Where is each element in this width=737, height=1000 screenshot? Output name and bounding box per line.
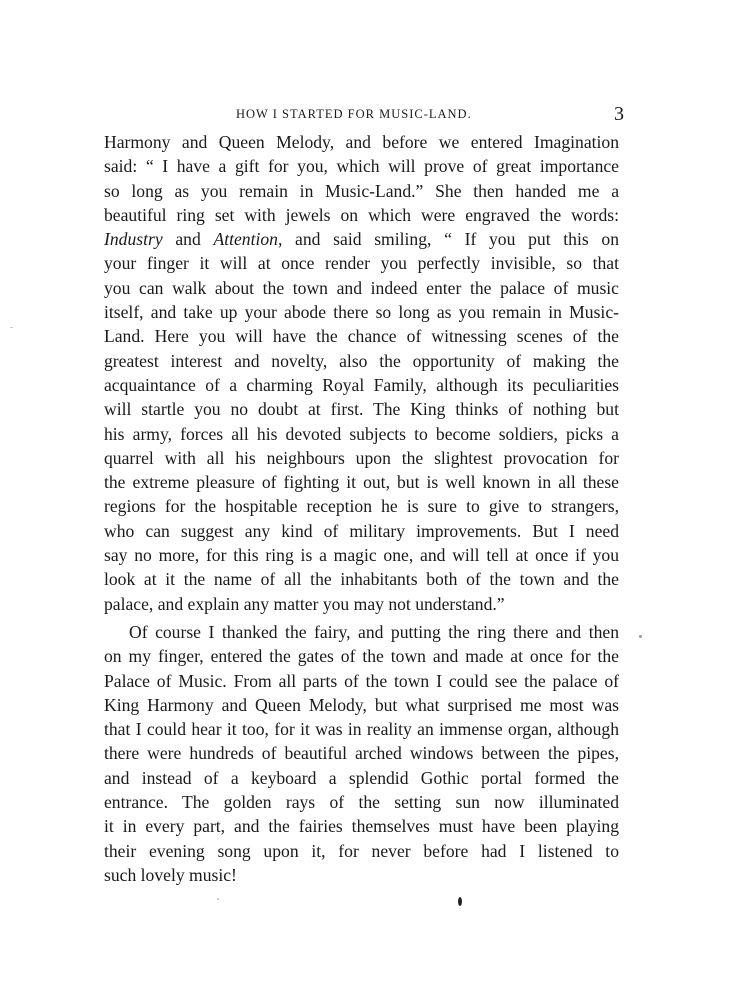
text-line: itself, and take up your abode there so long as you remain in Music- [104,302,619,323]
text-line: that I could hear it too, for it was in reality an immense organ, although [104,719,619,740]
emphasis-attention: Attention, [213,229,283,250]
paragraph-2 [104,620,619,887]
text-line: said: “ I have a gift for you, which will prove of great importance [104,156,619,177]
text-line: look at it the name of all the inhabitants both of the town and the [104,569,619,590]
text-line: regions for the hospitable reception he is sure to give to strangers, [104,496,619,517]
text-line: Palace of Music. From all parts of the town I could see the palace of [104,670,619,691]
text-line: their evening song upon it, for never before had I listened to [104,840,619,861]
text-line-emphasis [104,227,619,251]
text-line: the extreme pleasure of fighting it out, but is well known in all these [104,472,619,493]
text-line: such lovely music! [104,864,237,885]
text-line: so long as you remain in Music-Land.” She then handed me a [104,180,619,201]
ink-speck [458,897,462,906]
text-line: acquaintance of a charming Royal Family, although its peculiarities [104,374,619,395]
ink-speck [217,898,219,900]
text-line: your finger it will at once render you perfectly invisible, so that [104,253,619,274]
text-line: on my finger, entered the gates of the town and made at once for the [104,646,619,667]
text-line: his army, forces all his devoted subjects to become soldiers, picks a [104,423,619,444]
text-line: Of course I thanked the fairy, and putting the ring there and then [129,621,619,642]
text-line: quarrel with all his neighbours upon the slightest provocation for [104,447,619,468]
text-line: you can walk about the town and indeed enter the palace of music [104,277,619,298]
emphasis-mid: and [162,229,214,250]
page-number: 3 [614,103,624,125]
text-line: Harmony and Queen Melody, and before we entered Imagination [104,132,619,152]
text-line: Land. Here you will have the chance of witnessing scenes of the [104,326,619,347]
paragraph-1 [104,130,619,616]
text-line: greatest interest and novelty, also the opportunity of making the [104,350,619,371]
text-line: entrance. The golden rays of the setting sun now illuminated [104,792,619,813]
ink-speck [10,327,13,328]
text-line: will startle you no doubt at first. The King thinks of nothing but [104,399,619,420]
text-line: it in every part, and the fairies themselves must have been playing [104,816,619,837]
body-text [104,130,619,887]
text-line: say no more, for this ring is a magic one, and will tell at once if you [104,545,619,566]
text-line: palace, and explain any matter you may not understand.” [104,593,505,614]
text-line: King Harmony and Queen Melody, but what surprised me most was [104,694,619,715]
ink-speck [639,635,642,638]
text-line: beautiful ring set with jewels on which were engraved the words: [104,204,619,225]
emphasis-post: and said smiling, “ If you put this on [282,229,619,250]
running-head [104,104,624,124]
text-line: and instead of a keyboard a splendid Gothic portal formed the [104,767,619,788]
text-line: who can suggest any kind of military improvements. But I need [104,520,619,541]
emphasis-industry: Industry [104,229,163,250]
running-title: HOW I STARTED FOR MUSIC-LAND. [236,107,472,121]
text-line: there were hundreds of beautiful arched windows between the pipes, [104,743,619,764]
